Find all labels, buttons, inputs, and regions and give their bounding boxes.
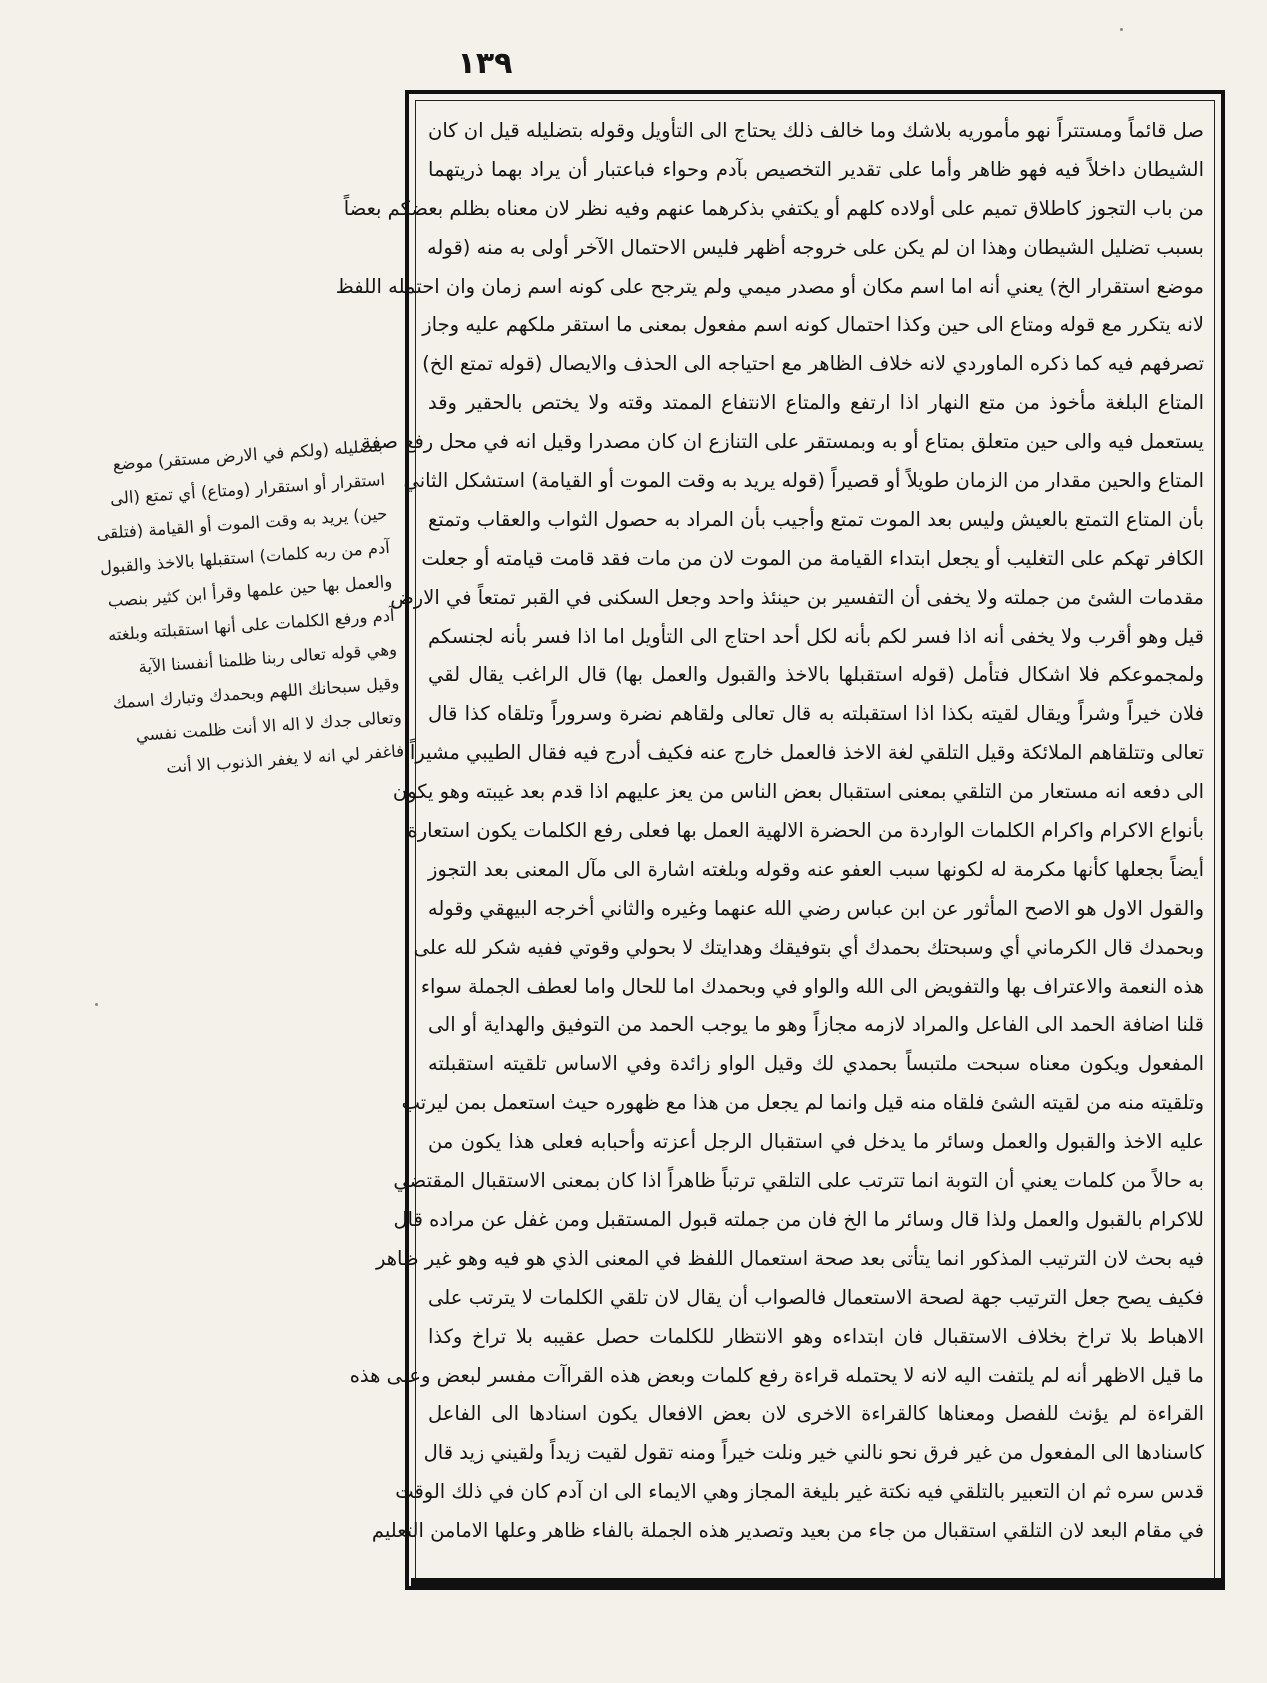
margin-note <box>52 429 417 971</box>
main-text-line: فيه بحث لان الترتيب المذكور انما يتأتى بعد صحة استعمال اللفظ في المعنى الذي هو فيه وهو غير ظاهر <box>376 1246 1204 1270</box>
margin-note-line: وتعالى جدك لا اله الا أنت ظلمت نفسي <box>135 707 403 745</box>
margin-note-line: فاغفر لي انه لا يغفر الذنوب الا أنت <box>165 741 405 777</box>
main-text-line: من باب التجوز كاطلاق تميم على أولاده كلهم أو يكتفي بذكرهما عنهم وفيه نظر لان معناه بظلم بعضكم بعضاً <box>343 196 1204 220</box>
paper-speck <box>95 1003 98 1006</box>
page-number: ١٣٩ <box>457 46 513 81</box>
main-text-line: تصرفهم فيه كما ذكره الماوردي لانه خلاف الظاهر مع احتياجه الى الحذف والايصال (قوله تمتع الخ) <box>422 352 1204 376</box>
main-text-line: القراءة لم يؤنث للفصل ومعناها كالقراءة الاخرى لان بعض الافعال يكون اسنادها الى الفاعل <box>428 1402 1204 1426</box>
main-text-line: في مقام البعد لان التلقي استقبال من جاء من بعيد وتصدير هذه الجملة بالفاء ظاهر وعلها الامامن التعليم <box>371 1519 1204 1543</box>
main-text-line: قلنا اضافة الحمد الى الفاعل والمراد لازمه مجازاً وهو ما يوجب الحمد من التوفيق والهداية أو الى <box>428 1013 1204 1037</box>
margin-note-line: والعمل بها حين علمها وقرأ ابن كثير بنصب <box>107 571 393 611</box>
main-text-line: للاكرام بالقبول والعمل ولذا قال وسائر ما الخ فان من جملته قبول المستقبل ومن غفل عن مراده قال <box>393 1207 1204 1231</box>
main-text-line: صل قائماً ومستتراً نهو مأموريه بلاشك وما خالف ذلك يحتاج الى التأويل وقوله بتضليله قيل ان كان <box>428 119 1204 142</box>
margin-note-line: آدم من ربه كلمات) استقبلها بالاخذ والقبول <box>99 537 391 578</box>
main-text-line: فلان خيراً وشراً ويقال لقيته بكذا اذا استقبلته به قال تعالى ولقاهم نضرة وسروراً وتلقاه كذا قال <box>428 702 1204 726</box>
main-text-line: المتاع والحين مقدار من الزمان طويلاً أو قصيراً (قوله يريد به وقت الموت أو القيامة) استشكل الثاني <box>403 469 1204 493</box>
margin-note-line: وقيل سبحانك اللهم وبحمدك وتبارك اسمك <box>112 673 400 713</box>
main-text-line: المفعول ويكون معناه سبحت ملتبساً بحمدي لك وقيل الواو زائدة وفي الاساس تلقيته استقبلته <box>428 1052 1204 1076</box>
main-text-line: والقول الاول هو الاصح المأثور عن ابن عباس رضي الله عنهما وغيره والثاني أخرجه البيهقي وقوله <box>427 896 1204 920</box>
main-text-line: لانه يتكرر مع قوله ومتاع الى حين وكذا احتمال كونه اسم مفعول بمعنى ما استقر ملكهم عليه وجاز <box>422 313 1204 337</box>
main-text-line: بأنواع الاكرام واكرام الكلمات الواردة من الحضرة الالهية العمل بها فعلى رفع الكلمات يكون استعارة <box>407 819 1204 843</box>
main-text-line: أيضاً بجعلها كأنها مكرمة له لكونها سبب العفو عنه وقوله وبلغته اشارة الى مآل المعنى بعد التجوز <box>428 857 1204 881</box>
main-text-line: به حالاً من كلمات يعني أن التوبة انما تترتب على التلقي ترتباً ظاهراً اذا كان بمعنى الاستقبال المقتضي <box>393 1169 1204 1193</box>
main-text-line: قيل وهو أقرب ولا يخفى أنه اذا فسر لكم بأنه لكل أحد احتاج الى التأويل اما اذا فسر بأنه لجنسكم <box>428 624 1204 648</box>
main-text-line: الى دفعه انه مستعار من التلقي بمعنى استقبال بعض الناس من يعز عليهم اذا قدم بعد غيبته وهو يكون <box>392 780 1204 804</box>
main-text-line: وتلقيته منه من لقيته الشئ فلقاه منه قيل وانما لم يجعل من هذا مع ظهوره حيث استعمل بمن ليرتب <box>401 1091 1204 1115</box>
main-text-line: الشيطان داخلاً فيه فهو ظاهر وأما على تقدير التخصيص بآدم وحواء فباعتبار أن يراد بهما ذريتهما <box>428 157 1204 181</box>
main-text-line: مقدمات الشئ من جملته ولا يخفى أن التفسير بن حينئذ واحد وجعل السكنى في القبر تمتعاً في الارض <box>390 585 1204 609</box>
main-text-line: ما قيل الاظهر أنه لم يلتفت اليه لانه لا يحتمله قراءة رفع كلمات وبعض هذه القراآت مفسر لبعض وعلى هذه <box>349 1363 1204 1387</box>
main-text-line: موضع استقرار الخ) يعني أنه اما اسم مكان أو مصدر ميمي ولم يترجح على كونه اسم زمان وان احتمله اللفظ <box>335 274 1204 298</box>
main-text-line: الاهباط بلا تراخ بخلاف الاستقبال فان ابتداءه وهو الانتظار للكلمات حصل عقيبه بلا تراخ وكذا <box>428 1324 1204 1348</box>
main-text-line: ولمجموعكم فلا اشكال فتأمل (قوله استقبلها بالاخذ والقبول والعمل بها) قال الراغب يقال لقي <box>428 663 1204 687</box>
main-text-line: بأن المتاع التمتع بالعيش وليس بعد الموت تمتع وأجيب بأن المراد به حصول الثواب والعقاب وتمتع <box>428 507 1204 531</box>
margin-note-line: بتضليله (ولكم في الارض مستقر) موضع <box>112 436 384 474</box>
paper-speck <box>1120 28 1123 31</box>
main-text-line: يستعمل فيه والى حين متعلق بمتاع أو به وبمستقر على التنازع ان كان مصدرا وقيل انه في محل رفع صفة <box>361 430 1204 454</box>
page-frame-bottom-rule <box>411 1578 1221 1586</box>
main-text-line: قدس سره ثم ان التعبير بالتلقي فيه نكتة غير بليغة المجاز وهي الايماء الى ان آدم كان في ذلك الوقت <box>395 1480 1204 1504</box>
main-text-line: كاسنادها الى المفعول من غير فرق نحو نالني خير ونلت خيراً ومنه تقول لقيت زيداً ولقيني زيد قال <box>423 1441 1204 1465</box>
main-text-block <box>335 112 1204 1568</box>
main-text-line: المتاع البلغة مأخوذ من متع النهار اذا ارتفع والمتاع الانتفاع الممتد وقته ولا يختص بالحقير وقد <box>428 391 1204 415</box>
main-text-line: وبحمدك قال الكرماني أي وسبحتك بحمدك أي بتوفيقك وهدايتك لا بحولي وقوتي ففيه شكر لله على <box>413 935 1204 959</box>
main-text-line: فكيف يصح جعل الترتيب جهة لصحة الاستعمال فالصواب أن يقال لان تلقي الكلمات لا يترتب على <box>428 1285 1204 1309</box>
margin-note-line: حين) يريد به وقت الموت أو القيامة (فتلقى <box>95 503 389 544</box>
main-text-line: هذه النعمة والاعتراف بها والتفويض الى الله والواو في وبحمدك اما للحال واما لعطف الجملة سواء <box>420 974 1204 998</box>
main-text-line: الكافر تهكم على التغليب أو يجعل ابتداء القيامة من الموت لان من مات فقد قامت قيامته أو جعلت <box>421 546 1204 570</box>
main-text-line: تعالى وتتلقاهم الملائكة وقيل التلقي لغة الاخذ فالعمل خارج عنه فكيف أدرج فيه فقال الطيبي مشيراً <box>409 741 1204 765</box>
main-text-line: بسبب تضليل الشيطان وهذا ان لم يكن على خروجه أظهر فليس الاحتمال الآخر أولى به منه (قوله <box>426 235 1204 259</box>
main-text-line: عليه الاخذ والقبول والعمل وسائر ما يدخل في استقبال الرجل أعزته وأحبابه فعلى هذا يكون من <box>428 1130 1204 1154</box>
margin-note-line: وهي قوله تعالى ربنا ظلمنا أنفسنا الآية <box>137 639 398 677</box>
margin-note-line: آدم ورفع الكلمات على أنها استقبلته وبلغته <box>107 605 396 645</box>
margin-note-line: استقرار أو استقرار (ومتاع) أي تمتع (الى <box>109 470 386 509</box>
